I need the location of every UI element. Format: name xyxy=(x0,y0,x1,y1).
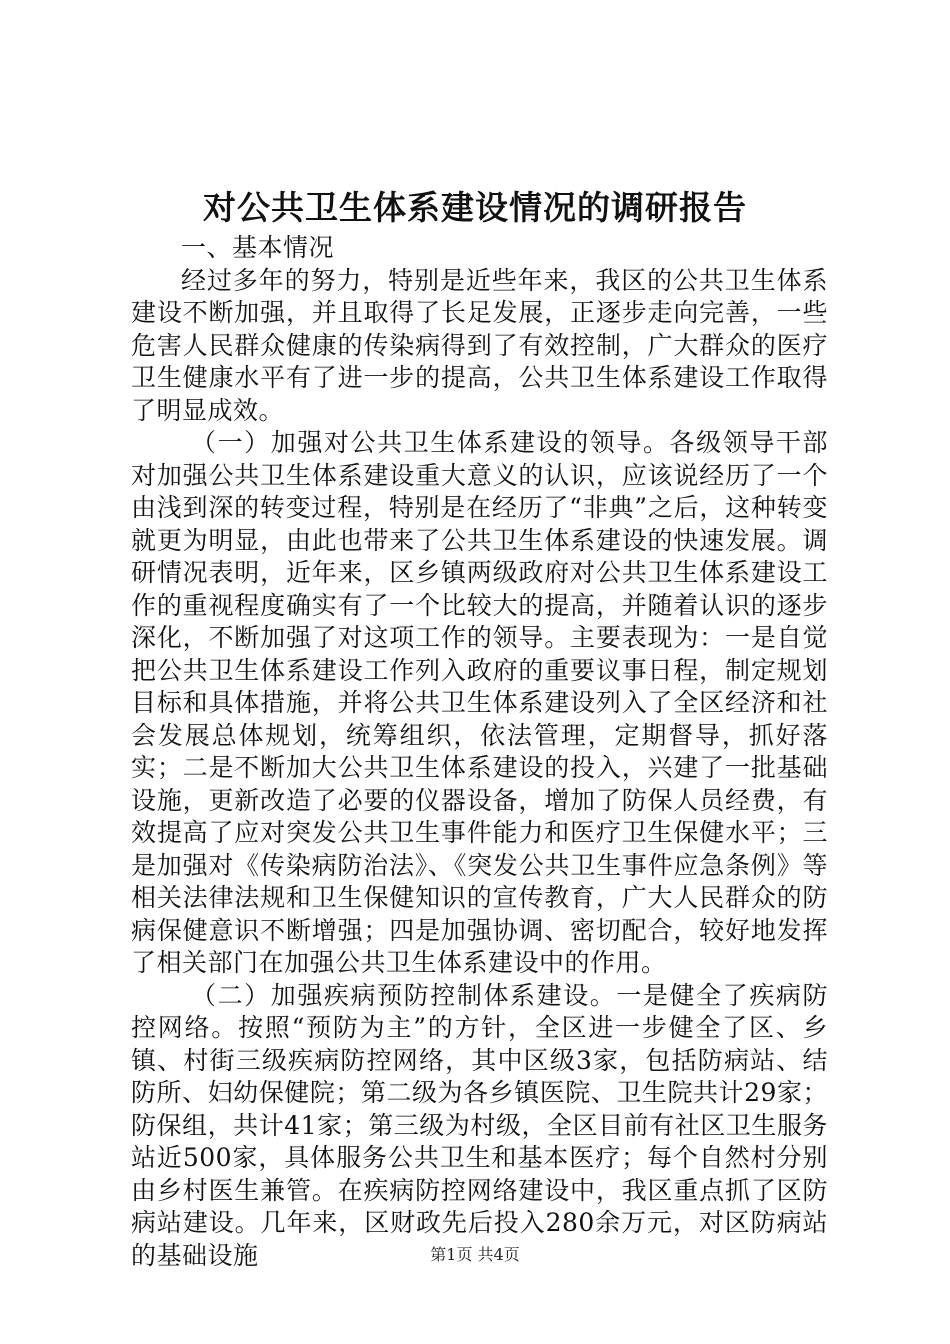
document-title: 对公共卫生体系建设情况的调研报告 xyxy=(203,188,747,227)
paragraph-leadership: （一）加强对公共卫生体系建设的领导。各级领导干部对加强公共卫生体系建设重大意义的认识，应该说经历了一个由浅到深的转变过程，特别是在经历了“非典”之后，这种转变就更为明显，由此也带来了公共卫生体系建设的快速发展。调研情况表明，近年来，区乡镇两级政府对公共卫生体系建设工作的重视程度确实有了一个比较大的提高，并随着认识的逐步深化，不断加强了对这项工作的领导。主要表现为：一是自觉把公共卫生体系建设工作列入政府的重要议事日程，制定规划目标和具体措施，并将公共卫生体系建设列入了全区经济和社会发展总体规划，统筹组织，依法管理，定期督导，抓好落实；二是不断加大公共卫生体系建设的投入，兴建了一批基础设施，更新改造了必要的仪器设备，增加了防保人员经费，有效提高了应对突发公共卫生事件能力和医疗卫生保健水平；三是加强对《传染病防治法》、《突发公共卫生事件应急条例》等相关法律法规和卫生保健知识的宣传教育，广大人民群众的防病保健意识不断增强；四是加强协调、密切配合，较好地发挥了相关部门在加强公共卫生体系建设中的作用。 xyxy=(131,428,828,977)
page-footer: 第1页 共4页 xyxy=(430,1245,520,1264)
document-body xyxy=(131,232,828,1272)
paragraph-disease-control: （二）加强疾病预防控制体系建设。一是健全了疾病防控网络。按照“预防为主”的方针，全区进一步健全了区、乡镇、村街三级疾病防控网络，其中区级3家，包括防病站、结防所、妇幼保健院；第二级为各乡镇医院、卫生院共计29家；防保组，共计41家；第三级为村级，全区目前有社区卫生服务站近500家，具体服务公共卫生和基本医疗；每个自然村分别由乡村医生兼管。在疾病防控网络建设中，我区重点抓了区防病站建设。几年来，区财政先后投入280余万元，对区防病站的基础设施 xyxy=(131,980,828,1270)
paragraph-overview: 经过多年的努力，特别是近些年来，我区的公共卫生体系建设不断加强，并且取得了长足发展，正逐步走向完善，一些危害人民群众健康的传染病得到了有效控制，广大群众的医疗卫生健康水平有了进一步的提高，公共卫生体系建设工作取得了明显成效。 xyxy=(131,265,828,425)
section-heading: 一、基本情况 xyxy=(181,233,335,262)
